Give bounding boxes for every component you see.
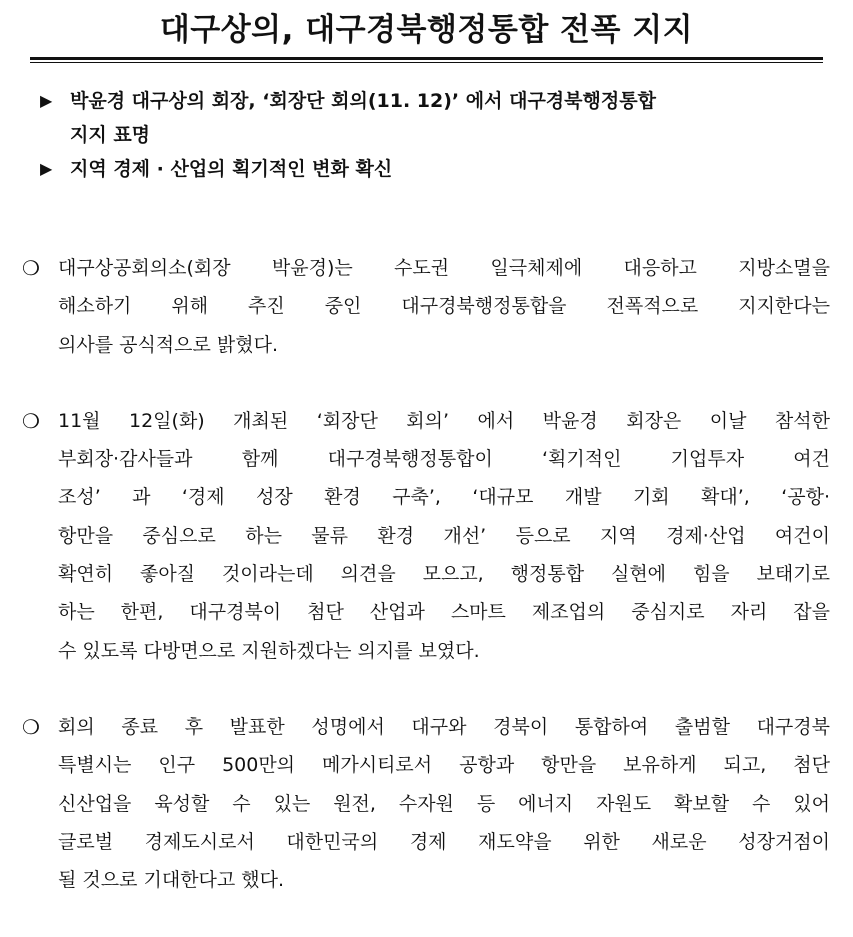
highlights-list [40, 84, 820, 186]
paragraph-line: 수 있도록 다방면으로 지원하겠다는 의지를 보였다. [58, 639, 480, 662]
title-rule-thick [30, 57, 823, 60]
paragraph-line: 회의 종료 후 발표한 성명에서 대구와 경북이 통합하여 출범할 대구경북 [58, 715, 830, 738]
paragraph [22, 249, 830, 364]
paragraph-line: 특별시는 인구 500만의 메가시티로서 공항과 항만을 보유하게 되고, 첨단 [58, 754, 830, 777]
highlight-item-continued [40, 118, 820, 152]
paragraph [22, 708, 830, 899]
paragraph-line: 해소하기 위해 추진 중인 대구경북행정통합을 전폭적으로 지지한다는 [58, 295, 830, 318]
circle-bullet-icon: ❍ [22, 256, 40, 280]
paragraph-text [58, 708, 830, 899]
paragraph-text [58, 402, 830, 670]
body-paragraphs [22, 249, 830, 937]
paragraph-line: 의사를 공식적으로 밝혔다. [58, 333, 279, 356]
paragraph-line: 될 것으로 기대한다고 했다. [58, 869, 285, 892]
paragraph-line: 11월 12일(화) 개최된 ‘회장단 회의’ 에서 박윤경 회장은 이날 참석한 [58, 409, 830, 432]
paragraph-line: 글로벌 경제도시로서 대한민국의 경제 재도약을 위한 새로운 성장거점이 [58, 830, 830, 853]
triangle-bullet-icon: ▶ [40, 91, 53, 110]
highlight-text: 지역 경제 · 산업의 획기적인 변화 확신 [70, 158, 393, 180]
paragraph-line: 부회장·감사들과 함께 대구경북행정통합이 ‘획기적인 기업투자 여건 [58, 448, 830, 471]
highlight-item [40, 84, 820, 118]
paragraph-line: 조성’ 과 ‘경제 성장 환경 구축’, ‘대규모 개발 기회 확대’, ‘공항· [58, 486, 830, 509]
highlight-item [40, 152, 820, 186]
triangle-bullet-icon: ▶ [40, 159, 53, 178]
title-rule-thin [30, 62, 823, 63]
highlight-text: 박윤경 대구상의 회장, ‘회장단 회의(11. 12)’ 에서 대구경북행정통합 [70, 90, 656, 112]
circle-bullet-icon: ❍ [22, 408, 40, 433]
paragraph-line: 항만을 중심으로 하는 물류 환경 개선’ 등으로 지역 경제·산업 여건이 [58, 524, 830, 547]
paragraph [22, 402, 830, 670]
document-title: 대구상의, 대구경북행정통합 전폭 지지 [159, 12, 694, 48]
paragraph-text [58, 249, 830, 364]
paragraph-line: 신산업을 육성할 수 있는 원전, 수자원 등 에너지 자원도 확보할 수 있어 [58, 792, 830, 815]
highlight-text: 지지 표명 [70, 124, 151, 146]
paragraph-line: 확연히 좋아질 것이라는데 의견을 모으고, 행정통합 실현에 힘을 보태기로 [58, 563, 830, 586]
paragraph-line: 하는 한편, 대구경북이 첨단 산업과 스마트 제조업의 중심지로 자리 잡을 [58, 601, 830, 624]
paragraph-line: 대구상공회의소(회장 박윤경)는 수도권 일극체제에 대응하고 지방소멸을 [58, 257, 830, 279]
circle-bullet-icon: ❍ [22, 714, 40, 739]
